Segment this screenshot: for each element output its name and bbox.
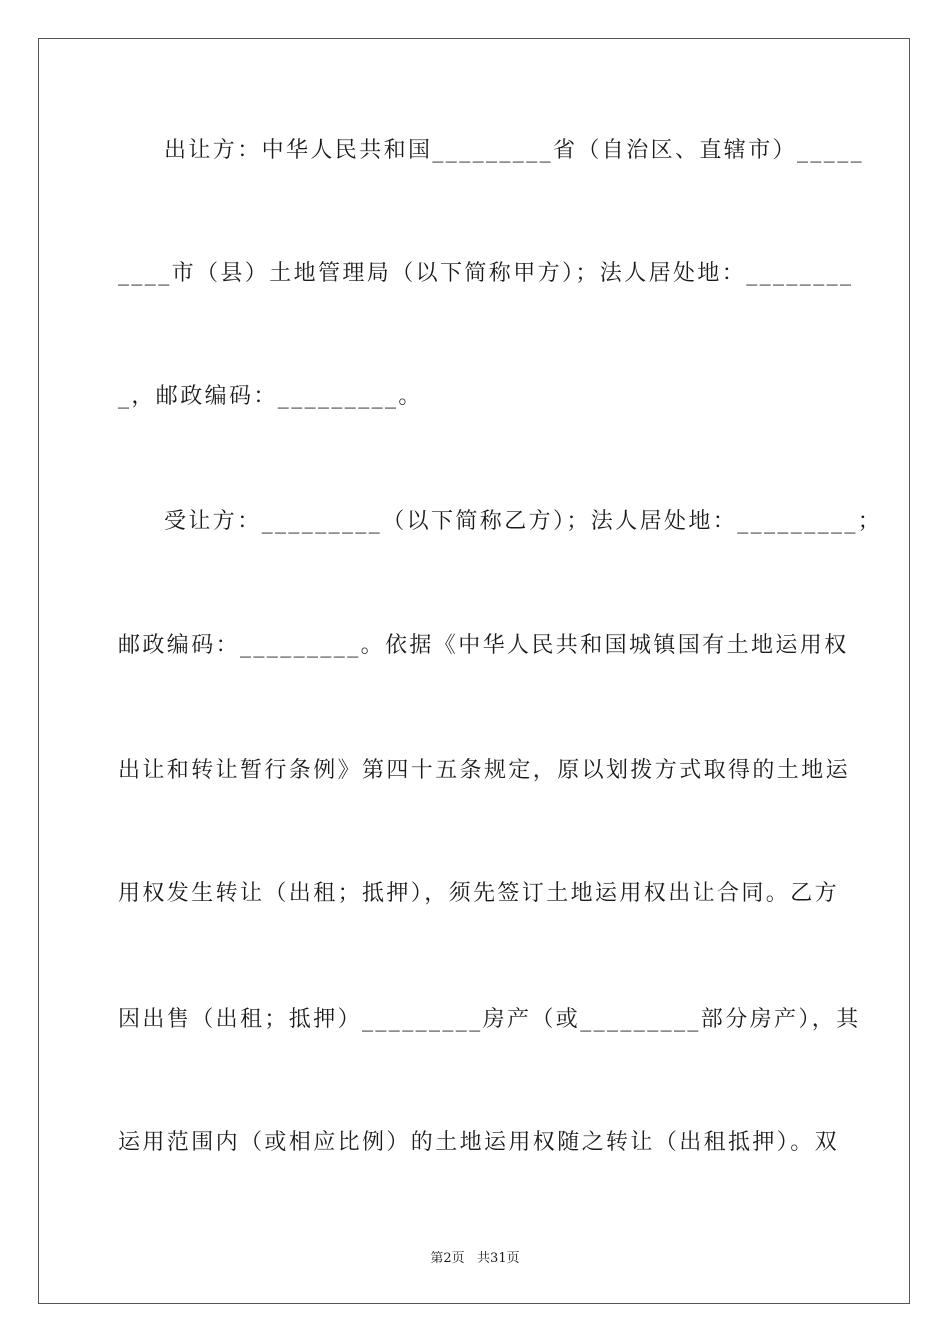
- paragraph-line: ____市（县）土地管理局（以下简称甲方）；法人居处地：________: [118, 261, 854, 286]
- paragraph-line: 出让和转让暂行条例》第四十五条规定，原以划拨方式取得的土地运: [118, 758, 851, 783]
- paragraph-line: 出让方：中华人民共和国_________省（自治区、直辖市）_____: [164, 138, 865, 163]
- page-number-footer: 第2页 共31页: [430, 1251, 520, 1266]
- paragraph-line: 邮政编码：_________。依据《中华人民共和国城镇国有土地运用权: [118, 633, 849, 658]
- paragraph-line: 运用范围内（或相应比例）的土地运用权随之转让（出租抵押）。双: [118, 1130, 840, 1155]
- page-border: [38, 38, 910, 1304]
- paragraph-line: 受让方：_________（以下简称乙方）；法人居处地：_________；: [164, 509, 883, 534]
- paragraph-line: 用权发生转让（出租；抵押），须先签订土地运用权出让合同。乙方: [118, 881, 840, 906]
- paragraph-line: _，邮政编码：_________。: [118, 384, 423, 409]
- paragraph-line: 因出售（出租；抵押）_________房产（或_________部分房产），其: [118, 1007, 861, 1032]
